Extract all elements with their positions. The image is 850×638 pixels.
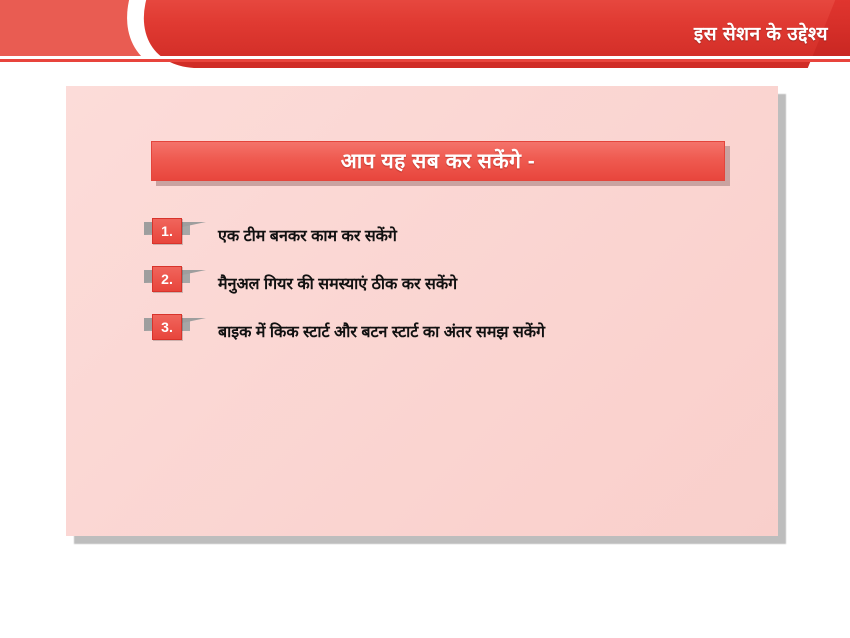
- bullet-number-badge: [152, 314, 182, 340]
- slide-heading-bar: [151, 141, 725, 181]
- bullet-number: 2.: [161, 271, 173, 287]
- banner-bottom-rule: [0, 59, 850, 62]
- bullet-number: 1.: [161, 223, 173, 239]
- list-item: [144, 307, 764, 355]
- arrow-marker-icon: [144, 268, 218, 298]
- list-item: [144, 211, 764, 259]
- slide-card: [66, 86, 778, 536]
- objective-text: मैनुअल गियर की समस्याएं ठीक कर सकेंगे: [218, 276, 458, 293]
- header-banner: [0, 0, 850, 62]
- bullet-number-badge: [152, 218, 182, 244]
- list-item: [144, 259, 764, 307]
- arrow-marker-icon: [144, 220, 218, 250]
- objective-text: बाइक में किक स्टार्ट और बटन स्टार्ट का अंतर समझ सकेंगे: [218, 324, 546, 341]
- bullet-number-badge: [152, 266, 182, 292]
- arrow-marker-icon: [144, 316, 218, 346]
- banner-title: इस सेशन के उद्देश्य: [693, 24, 828, 45]
- objective-text: एक टीम बनकर काम कर सकेंगे: [218, 228, 397, 245]
- bullet-number: 3.: [161, 319, 173, 335]
- objectives-list: [144, 211, 764, 355]
- slide-heading-text: आप यह सब कर सकेंगे -: [340, 150, 536, 173]
